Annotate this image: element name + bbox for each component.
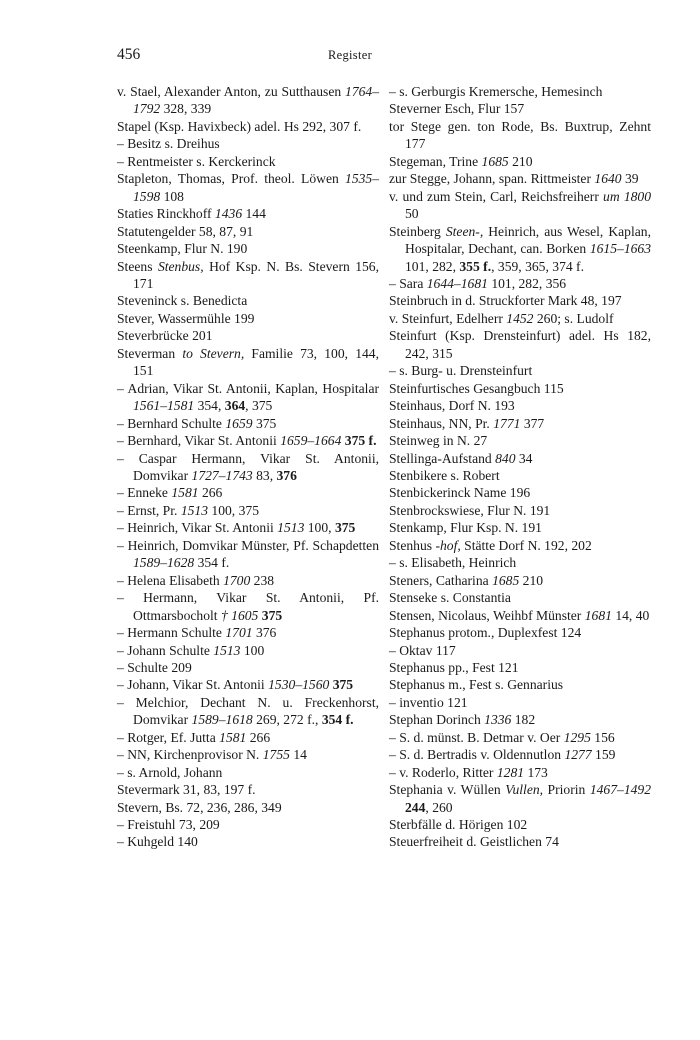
index-entry-text: 182 [511,712,536,728]
index-entry [389,607,651,624]
index-entry-text: 1295 [563,729,591,745]
index-entry-text: v. Steinfurt, Edelherr [389,310,507,326]
index-entry-text: Stephanus pp., Fest 121 [389,659,519,675]
index-entry-text: 1561–1581 [133,398,195,414]
index-entry [389,327,651,362]
index-entry-text: Stephanus m., Fest s. Gennarius [389,677,564,693]
index-entry-text: – Hermann, Vikar St. Antonii, Pf. Ottmarsbocholt [117,590,379,623]
index-entry-text: Stever, Wassermühle 199 [117,310,255,326]
index-entry-text: 1513 [213,642,241,658]
index-entry-text: – Helena Elisabeth [117,572,224,588]
index-entry-text: 83, [252,467,277,483]
index-entry [117,537,379,572]
index-entry-text: 1640 [594,171,622,187]
index-entry-text: 1589–1618 [191,712,253,728]
index-entry [389,415,651,432]
index-entry-text: Statutengelder 58, 87, 91 [117,223,254,239]
index-entry [117,624,379,641]
index-entry [389,450,651,467]
index-entry-text: Steenkamp, Flur N. 190 [117,241,248,257]
index-entry-text: – Ernst, Pr. [117,502,181,518]
index-entry-text: Steinfurtisches Gesangbuch 115 [389,380,564,396]
index-entry-text: , 260 [425,799,453,815]
index-entry-text: Steners, Catharina [389,572,493,588]
index-entry-text: Steverner Esch, Flur 157 [389,101,525,117]
index-entry [389,746,651,763]
index-entry [389,467,651,484]
index-entry-text: 1685 [492,572,520,588]
index-entry [117,205,379,222]
index-entry-text: Steinfurt (Ksp. Drensteinfurt) adel. Hs 182, 242, 315 [389,328,651,361]
index-entry-text: 1530–1560 [268,677,330,693]
index-entry [117,572,379,589]
index-entry-text: , 375 [245,398,273,414]
index-entry-text: 100 [240,642,265,658]
index-entry-text: – Schulte 209 [117,659,192,675]
index-entry [389,380,651,397]
index-entry-text: 1755 [262,747,290,763]
index-entry-text: Stephania v. Wüllen [389,782,506,798]
index-entry-text: 1764–1792 [133,84,379,117]
index-entry-text: 375 [334,520,356,536]
index-entry [389,362,651,379]
index-entry [117,153,379,170]
index-entry-text: – Besitz s. Dreihus [117,136,220,152]
index-entry-text: 260; s. Ludolf [533,310,614,326]
index-entry-text: Stenkamp, Flur Ksp. N. 191 [389,520,542,536]
index-entry-text: 50 [405,206,419,222]
index-entry-text: tor Stege gen. ton Rode, Bs. Buxtrup, Zehnt 177 [389,118,651,152]
index-entry [117,729,379,746]
index-entry-text: 1700 [223,572,251,588]
index-entry [117,519,379,536]
index-entry-text: 377 [520,415,545,431]
index-entry [117,746,379,763]
index-entry-text: Stenbrockswiese, Flur N. 191 [389,502,551,518]
index-entry-text: Steveninck s. Benedicta [117,293,248,309]
index-entry-text: 1513 [277,520,305,536]
index-entry-text: 354 f. [194,555,230,571]
index-entry-text: Stevern, Bs. 72, 236, 286, 349 [117,799,282,815]
index-entry [389,711,651,728]
index-entry [389,275,651,292]
index-entry-text: 1581 [171,485,199,501]
index-entry [389,292,651,309]
index-entry-text: – Johann, Vikar St. Antonii [117,677,269,693]
index-entry-text: 1436 [214,206,243,222]
index-entry-text: 1336 [484,712,512,728]
index-entry-text: – S. d. münst. B. Detmar v. Oer [389,729,564,745]
index-entry [389,781,651,816]
index-entry-text: Stenbikere s. Robert [389,467,500,483]
index-entry-text: 375 [252,415,277,431]
index-entry-text: 364 [224,398,246,414]
index-entry-text: Stenbickerinck Name 196 [389,485,531,501]
index-entry-text: 1659–1664 [280,433,342,449]
index-entry-text: † 1605 [220,607,259,623]
running-head: Register [327,48,373,62]
index-entry-text: Stapleton, Thomas, Prof. theol. Löwen [117,171,346,187]
index-entry-text: Stensen, Nicolaus, Weihbf Münster [389,607,585,623]
index-entry [389,118,651,153]
index-entry [117,258,379,293]
index-entry-text: – s. Gerburgis Kremersche, Hemesinch [389,84,603,99]
index-entry-text: – Sara [389,275,427,291]
index-entry-text: to Stevern, [182,345,245,361]
index-entry-text: Stellinga-Aufstand [389,450,496,466]
index-entry [117,415,379,432]
index-entry-text: 159 [591,747,616,763]
index-entry [389,83,651,100]
index-entry-text: 14 [289,747,307,763]
index-entry [117,816,379,833]
index-entry [117,642,379,659]
index-entry [117,118,379,135]
index-entry-text: – NN, Kirchenprovisor N. [117,747,263,763]
index-entry [117,589,379,624]
index-entry [389,833,651,850]
index-entry-text: 108 [160,188,184,204]
index-entry-text: – Heinrich, Vikar St. Antonii [117,520,278,536]
index-entry-text: Steinhaus, NN, Pr. [389,415,494,431]
index-entry-text: Priorin [543,782,590,798]
index-entry-text: 354, [194,398,225,414]
index-entry-text: Stegeman, Trine [389,153,482,169]
index-entry-text: 376 [276,467,297,483]
index-entry-text: Steinweg in N. 27 [389,433,488,449]
index-entry [389,624,651,641]
index-entry [389,170,651,187]
index-entry-text: Stenbus, [157,258,204,274]
index-entry-text: – Heinrich, Domvikar Münster, Pf. Schapdetten [117,537,379,553]
index-entry-text: 1727–1743 [191,467,253,483]
index-entry-text: 1277 [564,747,592,763]
index-entry [389,589,651,606]
index-entry-text: 14, 40 [611,607,650,623]
index-entry [389,397,651,414]
index-entry-text: 354 f. [321,712,354,728]
index-entry-text: 101, 282, [405,258,460,274]
index-entry-text: Familie 73, 100, 144, 151 [133,345,379,379]
index-entry-text: 39 [621,171,639,187]
index-entry [117,799,379,816]
index-entry-text: 1701 [225,625,253,641]
index-entry [389,100,651,117]
index-entry-text: 244 [405,799,426,815]
index-entry-text: Hof Ksp. N. Bs. Stevern 156, 171 [133,258,379,291]
index-entry-text: Steinberg [389,223,446,239]
index-entry-text: Staties Rinckhoff [117,206,215,222]
index-entry-text: 375 f. [344,433,377,449]
index-entry-text: – Kuhgeld 140 [117,834,198,850]
index-entry-text: Steverbrücke 201 [117,328,213,344]
index-entry [117,694,379,729]
index-entry-text: – s. Arnold, Johann [117,764,223,780]
index-entry-text: – v. Roderlo, Ritter [389,764,497,780]
index-entry-text: Stapel (Ksp. Havixbeck) adel. Hs 292, 307 f. [117,118,362,134]
index-entry-text: – Hermann Schulte [117,625,226,641]
index-entry-text: 34 [515,450,533,466]
index-entry-text: , 359, 365, 374 f. [491,258,584,274]
index-entry-text: 1589–1628 [133,555,195,571]
index-entry-text: – Adrian, Vikar St. Antonii, Kaplan, Hospitalar [117,380,379,396]
index-entry [117,380,379,415]
index-entry-text: 1615–1663 [589,241,651,257]
index-entry [389,188,651,223]
index-entry [117,345,379,380]
index-entry-text: 210 [508,153,533,169]
index-entry [389,537,651,554]
index-entry-text: 100, [304,520,335,536]
index-entry [117,223,379,240]
index-entry [117,310,379,327]
index-entry [117,240,379,257]
index-entry-text: zur Stegge, Johann, span. Rittmeister [389,171,595,187]
index-entry-text: – S. d. Bertradis v. Oldennutlon [389,747,565,763]
index-column-right [389,83,651,851]
index-entry [117,764,379,781]
index-entry-text: v. Stael, Alexander Anton, zu Sutthausen [117,84,346,99]
index-entry-text: 173 [524,764,548,780]
index-entry-text: – inventio 121 [389,694,468,710]
index-entry-text: 269, 272 f., [252,712,322,728]
index-entry-text: Heinrich, aus Wesel, Kaplan, Hospitalar, Dechant, can. Borken [405,223,651,257]
index-entry [389,676,651,693]
index-entry [389,659,651,676]
index-entry [389,764,651,781]
index-entry-text: 328, 339 [160,101,212,117]
index-entry-text: 1685 [481,153,509,169]
index-entry [117,135,379,152]
index-entry-text: 1281 [496,764,525,780]
index-entry [117,450,379,485]
index-entry-text: – s. Burg- u. Drensteinfurt [389,363,533,379]
index-entry-text: 238 [250,572,275,588]
index-entry-text: 266 [246,729,271,745]
index-entry-text: 1644–1681 [426,275,488,291]
index-entry [389,554,651,571]
index-entry-text: – Rotger, Ef. Jutta [117,729,220,745]
index-entry-text: 210 [519,572,544,588]
index-entry-text: – Caspar Hermann, Vikar St. Antonii, Domvikar [117,450,379,483]
index-entry [389,484,651,501]
index-entry-text: – s. Elisabeth, Heinrich [389,555,517,571]
index-entry [117,292,379,309]
index-entry [117,432,379,449]
index-entry-text: Stenseke s. Constantia [389,590,511,606]
index-entry-text: Steen-, [445,223,484,239]
index-entry-text: 1467–1492 [589,782,651,798]
index-entry [117,83,379,118]
index-entry-text: 144 [242,206,266,222]
index-entry-text: 355 f. [459,258,492,274]
index-entry [389,223,651,275]
index-entry-text: v. und zum Stein, Carl, Reichsfreiherr [389,188,604,204]
index-entry-text: – Freistuhl 73, 209 [117,817,220,833]
index-entry-text: 101, 282, 356 [487,275,567,291]
index-entry-text: 375 [332,677,354,693]
index-entry [117,659,379,676]
index-entry-text: 1535–1598 [133,171,379,204]
index-entry [117,502,379,519]
index-entry-text: Vullen, [505,782,544,798]
index-entry-text: Stephan Dorinch [389,712,485,728]
index-entry [117,676,379,693]
index-entry-text: – Melchior, Dechant N. u. Freckenhorst, Domvikar [117,694,379,728]
index-entry-text: – Johann Schulte [117,642,214,658]
index-entry-text: 100, 375 [208,502,259,518]
index-entry-text: 1452 [506,310,534,326]
index-entry-text: 1681 [584,607,612,623]
index-entry [389,519,651,536]
index-entry-text: 840 [495,450,516,466]
index-entry-text: 375 [261,607,283,623]
index-entry-text: 1581 [219,729,247,745]
page-number: 456 [117,46,141,63]
index-entry [389,816,651,833]
index-entry [117,170,379,205]
index-entry [389,572,651,589]
index-entry-text: 376 [252,625,277,641]
index-entry [389,310,651,327]
index-entry [389,432,651,449]
index-entry [389,729,651,746]
index-entry-text: – Bernhard Schulte [117,415,226,431]
index-entry-text: Steverman [117,345,183,361]
index-entry-text: Stenhus [389,537,436,553]
index-entry-text: Sterbfälle d. Hörigen 102 [389,817,528,833]
index-entry [117,781,379,798]
index-entry-text: Stephanus protom., Duplexfest 124 [389,625,582,641]
index-entry [389,153,651,170]
index-entry [117,833,379,850]
index-entry-text: 1771 [493,415,521,431]
index-entry-text: – Oktav 117 [389,642,456,658]
index-entry [389,502,651,519]
index-entry [389,694,651,711]
index-entry-text: 266 [198,485,223,501]
index-entry-text: 156 [590,729,615,745]
index-entry-text: Stevermark 31, 83, 197 f. [117,782,256,798]
index-entry-text: Stätte Dorf N. 192, 202 [460,537,592,553]
index-entry-text: Steuerfreiheit d. Geistlichen 74 [389,834,559,850]
index-entry-text: – Enneke [117,485,172,501]
index-entry-text: Steinbruch in d. Struckforter Mark 48, 197 [389,293,622,309]
index-entry [389,642,651,659]
index-entry [117,327,379,344]
index-entry-text: – Rentmeister s. Kerckerinck [117,153,276,169]
index-entry-text: – Bernhard, Vikar St. Antonii [117,433,281,449]
index-entry-text: 1513 [180,502,209,518]
index-entry-text: Steens [117,258,158,274]
index-entry-text: Steinhaus, Dorf N. 193 [389,398,515,414]
index-entry-text: um 1800 [603,188,652,204]
index-entry-text: 1659 [225,415,253,431]
index-entry [117,484,379,501]
index-entry-text: -hof, [435,537,461,553]
index-column-left [117,83,379,851]
